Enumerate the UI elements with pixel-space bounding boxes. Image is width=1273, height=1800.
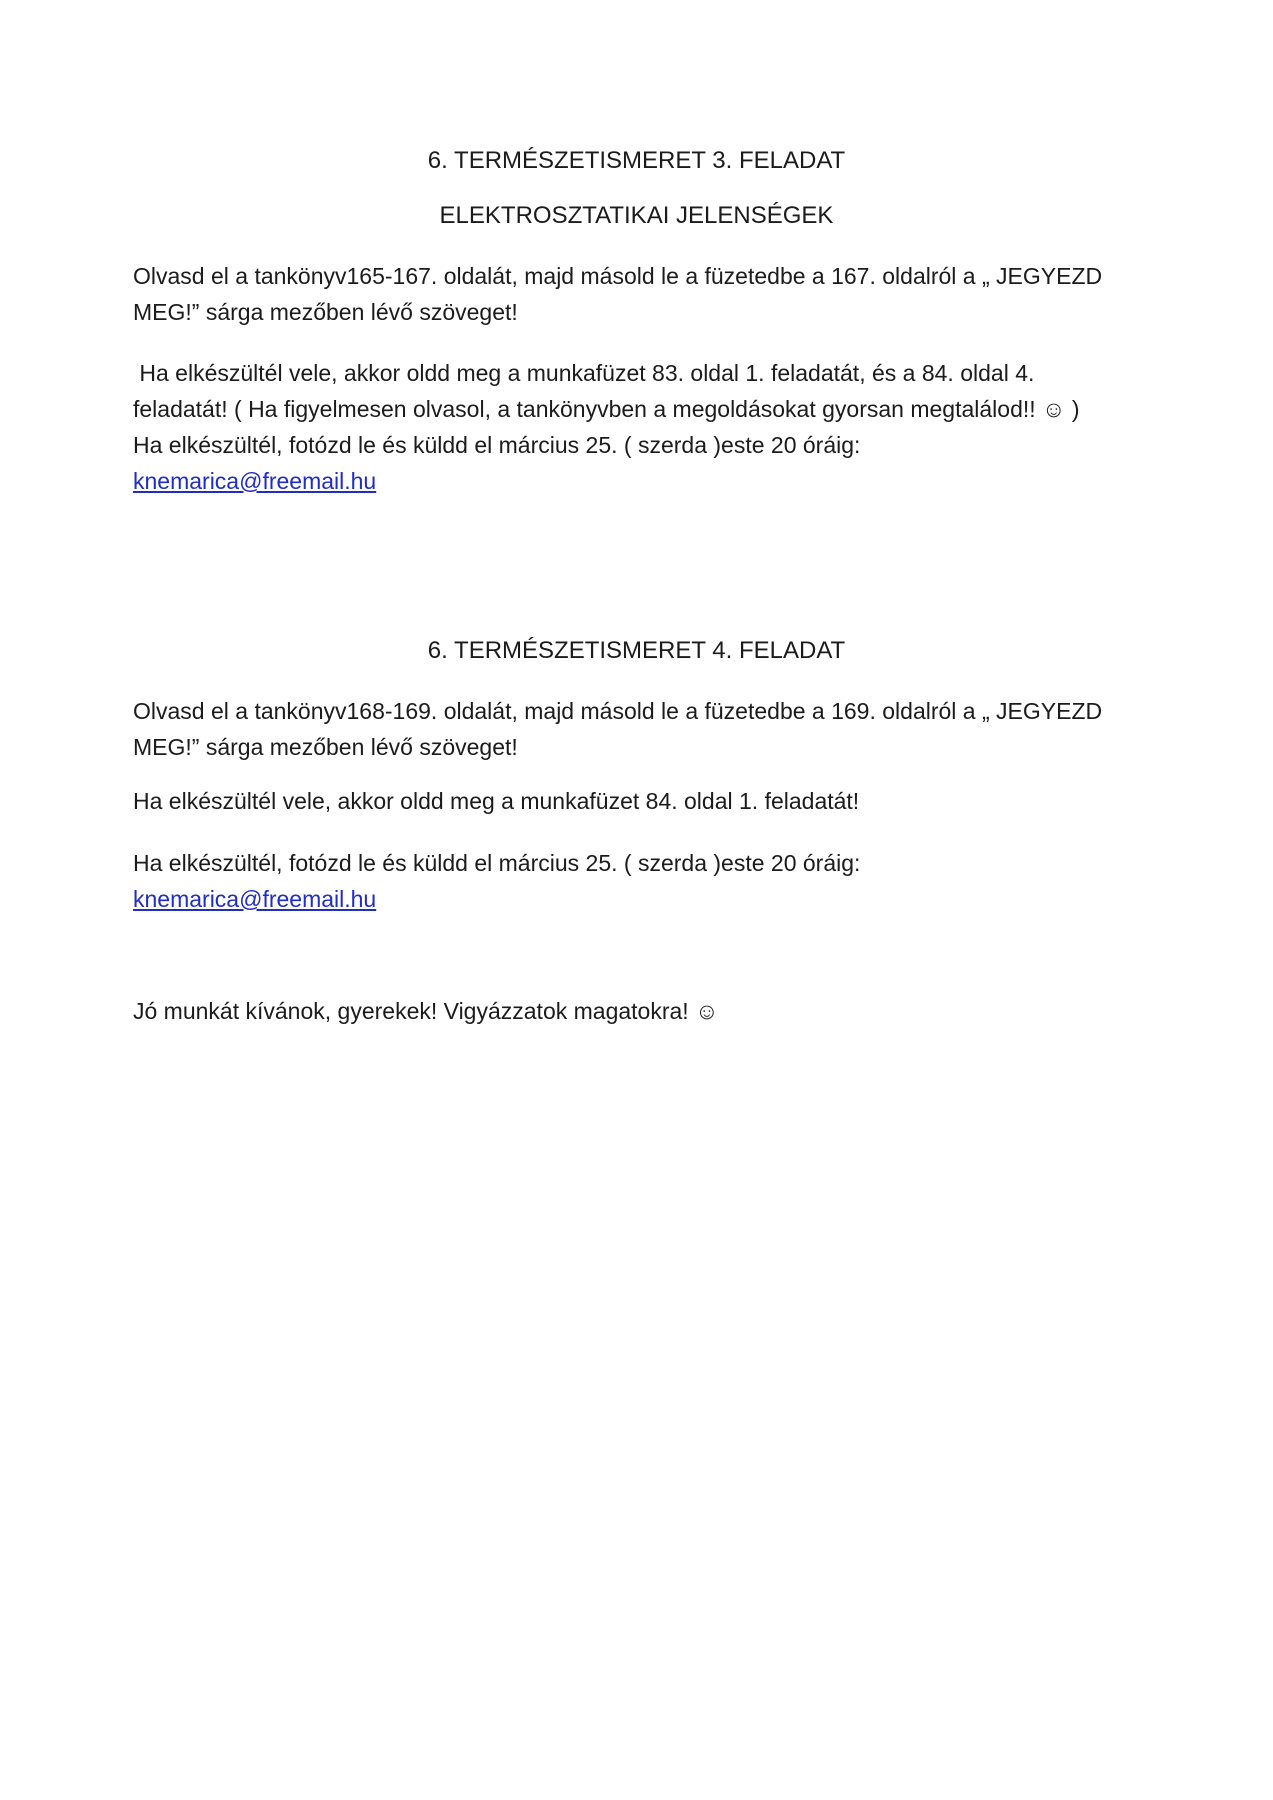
email-link[interactable]: knemarica@freemail.hu	[133, 886, 377, 912]
email-line	[133, 463, 1140, 499]
section1-subtitle: ELEKTROSZTATIKAI JELENSÉGEK	[439, 202, 834, 229]
email-link[interactable]: knemarica@freemail.hu	[133, 468, 377, 494]
section2-paragraph-3	[133, 845, 1140, 917]
paragraph-line: Ha elkészültél, fotózd le és küldd el március 25. ( szerda )este 20 óráig:	[133, 850, 861, 876]
section1-title: 6. TERMÉSZETISMERET 3. FELADAT	[427, 147, 846, 174]
paragraph-line: feladatát! ( Ha figyelmesen olvasol, a tankönyvben a megoldásokat gyorsan megtalálod!! ☺ )	[133, 396, 1080, 422]
paragraph-line: MEG!” sárga mezőben lévő szöveget!	[133, 734, 518, 760]
section-task-3	[133, 143, 1140, 499]
section1-paragraph-2	[133, 355, 1140, 499]
section-task-4	[133, 633, 1140, 917]
email-line	[133, 881, 1140, 917]
paragraph-line: Olvasd el a tankönyv168-169. oldalát, majd másold le a füzetedbe a 169. oldalról a „ JEGYEZD	[133, 698, 1103, 724]
section2-paragraph-2	[133, 783, 1140, 819]
paragraph-line: Olvasd el a tankönyv165-167. oldalát, majd másold le a füzetedbe a 167. oldalról a „ JEGYEZD	[133, 263, 1103, 289]
paragraph-line: Ha elkészültél vele, akkor oldd meg a munkafüzet 83. oldal 1. feladatát, és a 84. oldal 4.	[133, 360, 1035, 386]
paragraph-line: Ha elkészültél, fotózd le és küldd el március 25. ( szerda )este 20 óráig:	[133, 432, 861, 458]
section2-title: 6. TERMÉSZETISMERET 4. FELADAT	[427, 637, 846, 664]
section1-paragraph-1	[133, 258, 1140, 330]
closing-message: Jó munkát kívánok, gyerekek! Vigyázzatok magatokra! ☺	[133, 998, 719, 1024]
paragraph-line: Ha elkészültél vele, akkor oldd meg a munkafüzet 84. oldal 1. feladatát!	[133, 788, 860, 814]
section2-paragraph-1	[133, 693, 1140, 765]
paragraph-line: MEG!” sárga mezőben lévő szöveget!	[133, 299, 518, 325]
